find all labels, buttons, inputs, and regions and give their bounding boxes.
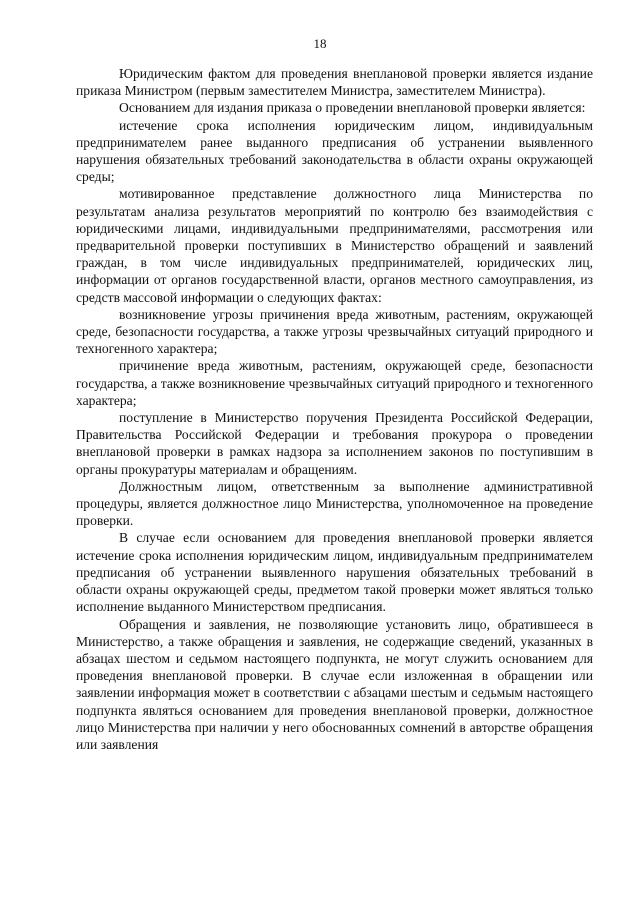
page-number: 18 [313,36,327,51]
paragraph-fact-harm: причинение вреда животным, растениям, окружающей среде, безопасности государства, а также возникновение чрезвычайных ситуаций природного и техногенного характера; [76,358,593,408]
paragraph-grounds-intro: Основанием для издания приказа о проведении внеплановой проверки является: [119,100,586,116]
paragraph-anonymous-appeals: Обращения и заявления, не позволяющие установить лицо, обратившееся в Министерство, а также обращения и заявления, не содержащие сведений, указанных в абзацах шестом и седьмом настоящего подпункта, не могут служить основанием для проведения внеплановой проверки. В случае если изложенная в обращении или заявлении информация может в соответствии с абзацами шестым и седьмым настоящего подпункта являться основанием для проведения внеплановой проверки, должностное лицо Министерства при наличии у него обоснованных сомнений в авторстве обращения или заявления [76,616,593,752]
paragraph-ground-motivated-submission: мотивированное представление должностного лица Министерства по результатам анализа результатов мероприятий по контролю без взаимодействия с юридическими лицами, индивидуальными предпринимателями, рассмотрения или предварительной проверки поступивших в Министерство обращений и заявлений граждан, в том числе индивидуальных предпринимателей, юридических лиц, информации от органов государственной власти, органов местного самоуправления, из средств массовой информации о следующих фактах: [76,186,593,305]
document-body [76,65,593,753]
paragraph-ground-order-expiry: истечение срока исполнения юридическим лицом, индивидуальным предпринимателем ранее выданного предписания об устранении выявленного нарушения обязательных требований законодательства в области охраны окружающей среды; [76,117,593,185]
paragraph-legal-fact: Юридическим фактом для проведения внеплановой проверки является издание приказа Министром (первым заместителем Министра, заместителем Министра). [76,66,593,99]
paragraph-inspection-subject: В случае если основанием для проведения внеплановой проверки является истечение срока исполнения юридическим лицом, индивидуальным предпринимателем предписания об устранении выявленного нарушения обязательных требований в области охраны окружающей среды, предметом такой проверки может являться только исполнение выданного Министерством предписания. [76,530,593,615]
paragraph-fact-instruction: поступление в Министерство поручения Президента Российской Федерации, Правительства Российской Федерации и требования прокурора о проведении внеплановой проверки в рамках надзора за исполнением законов по поступившим в органы прокуратуры материалам и обращениям. [76,410,593,477]
paragraph-responsible-official: Должностным лицом, ответственным за выполнение административной процедуры, является должностное лицо Министерства, уполномоченное на проведение проверки. [76,478,593,529]
paragraph-fact-threat: возникновение угрозы причинения вреда животным, растениям, окружающей среде, безопасности государства, а также угрозы чрезвычайных ситуаций природного и техногенного характера; [76,306,593,357]
